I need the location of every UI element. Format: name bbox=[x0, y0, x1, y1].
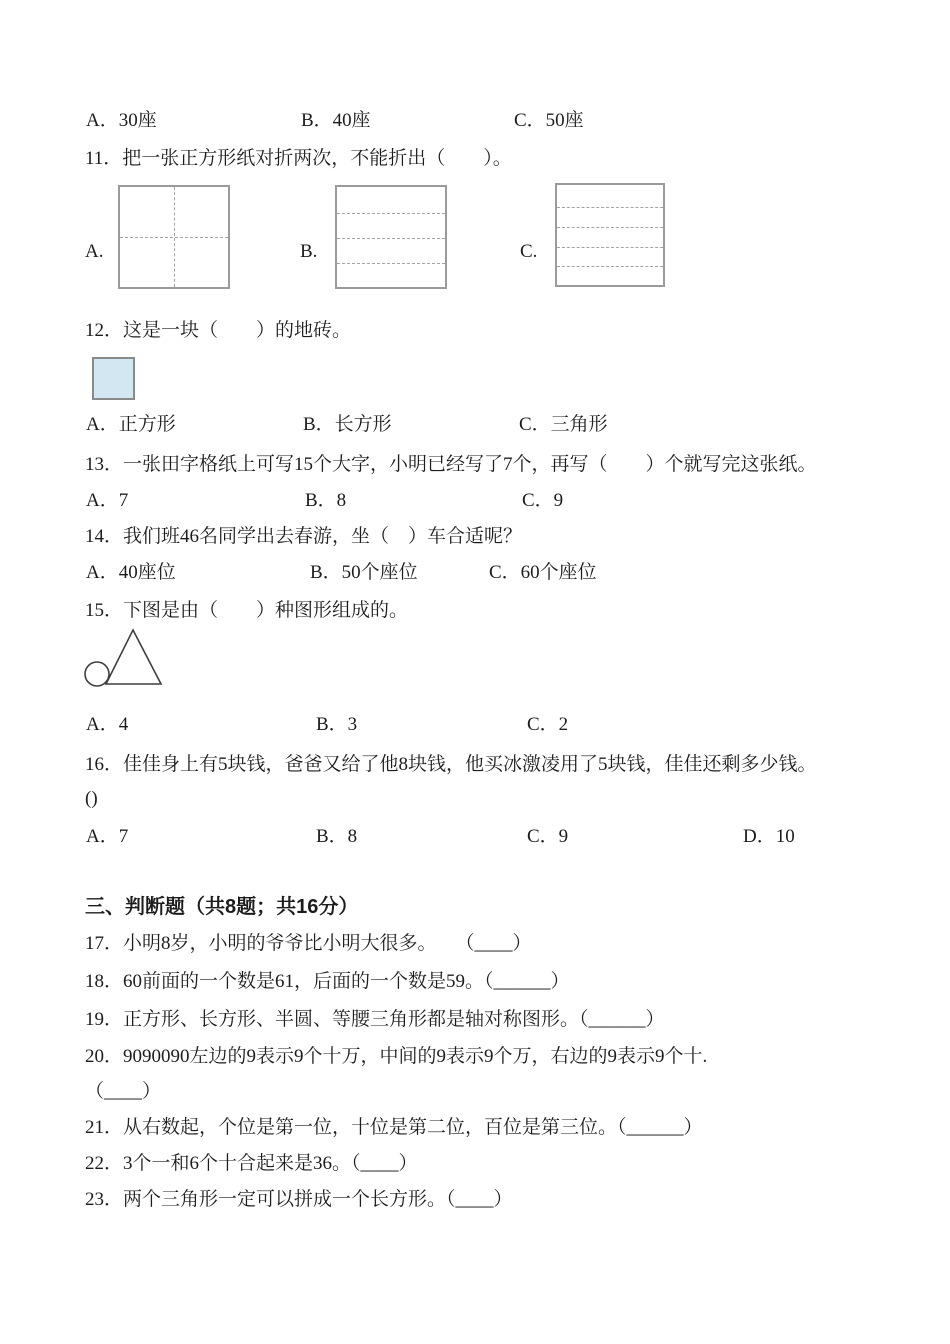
q11-figure-b-square-3-folds bbox=[335, 185, 447, 289]
q16-option-d: D．10 bbox=[743, 826, 795, 847]
q16-option-b: B．8 bbox=[316, 826, 358, 847]
fold-line-horizontal bbox=[557, 266, 663, 267]
q12-option-b: B．长方形 bbox=[303, 414, 392, 435]
q13-option-b: B．8 bbox=[305, 490, 347, 511]
fold-line-horizontal bbox=[337, 263, 445, 264]
question-17-text: 17．小明8岁，小明的爷爷比小明大很多。 （____） bbox=[85, 933, 532, 954]
q14-option-b: B．50个座位 bbox=[310, 562, 418, 583]
q11-figure-a-square-cross-fold bbox=[118, 185, 230, 289]
q11-figure-a-label: A. bbox=[85, 241, 104, 262]
triangle-shape bbox=[106, 630, 161, 684]
q11-figure-b-label: B. bbox=[300, 241, 318, 262]
question-20-text: 20．9090090左边的9表示9个十万，中间的9表示9个万，右边的9表示9个十. bbox=[85, 1046, 708, 1067]
fold-line-horizontal bbox=[337, 238, 445, 239]
fold-line-horizontal bbox=[120, 237, 228, 238]
q16-option-c: C．9 bbox=[527, 826, 569, 847]
question-11-text: 11．把一张正方形纸对折两次，不能折出（ ）。 bbox=[85, 148, 512, 169]
q10-options-row bbox=[0, 108, 950, 134]
question-15-text: 15．下图是由（ ）种图形组成的。 bbox=[85, 600, 409, 621]
question-12-text: 12．这是一块（ ）的地砖。 bbox=[85, 320, 352, 341]
question-18-text: 18．60前面的一个数是61，后面的一个数是59。（______） bbox=[85, 971, 570, 992]
q13-option-a: A．7 bbox=[86, 490, 129, 511]
q12-option-a: A．正方形 bbox=[86, 414, 176, 435]
q13-option-c: C．9 bbox=[522, 490, 564, 511]
q12-options-row bbox=[0, 412, 950, 438]
fold-line-horizontal bbox=[557, 227, 663, 228]
q15-option-b: B．3 bbox=[316, 714, 358, 735]
q13-options-row bbox=[0, 488, 950, 514]
section-3-title: 三、判断题（共8题；共16分） bbox=[85, 896, 359, 918]
q15-option-c: C．2 bbox=[527, 714, 569, 735]
question-23-text: 23．两个三角形一定可以拼成一个长方形。（____） bbox=[85, 1189, 513, 1210]
q10-option-a: A．30座 bbox=[86, 110, 157, 131]
question-14-text: 14．我们班46名同学出去春游，坐（ ）车合适呢？ bbox=[85, 526, 523, 547]
question-16-text: 16．佳佳身上有5块钱，爸爸又给了他8块钱，他买冰激凌用了5块钱，佳佳还剩多少钱。 bbox=[85, 754, 817, 775]
blue-tile-figure bbox=[92, 357, 135, 400]
q15-options-row bbox=[0, 712, 950, 738]
q10-option-b: B．40座 bbox=[301, 110, 371, 131]
question-19-text: 19．正方形、长方形、半圆、等腰三角形都是轴对称图形。（______） bbox=[85, 1009, 665, 1030]
q11-figure-c-square-4-folds bbox=[555, 183, 665, 287]
question-20-paren: （____） bbox=[85, 1081, 162, 1102]
fold-line-horizontal bbox=[557, 207, 663, 208]
question-16-paren: () bbox=[85, 788, 98, 809]
fold-line-horizontal bbox=[337, 213, 445, 214]
q11-figure-c-label: C. bbox=[520, 241, 538, 262]
q14-option-a: A．40座位 bbox=[86, 562, 176, 583]
q14-options-row bbox=[0, 560, 950, 586]
q15-option-a: A．4 bbox=[86, 714, 129, 735]
circle-triangle-figure bbox=[82, 624, 166, 690]
question-22-text: 22．3个一和6个十合起来是36。（____） bbox=[85, 1153, 418, 1174]
q12-option-c: C．三角形 bbox=[519, 414, 608, 435]
q14-option-c: C．60个座位 bbox=[489, 562, 597, 583]
question-13-text: 13．一张田字格纸上可写15个大字，小明已经写了7个，再写（ ）个就写完这张纸。 bbox=[85, 454, 817, 475]
q16-option-a: A．7 bbox=[86, 826, 129, 847]
q16-options-row bbox=[0, 824, 950, 850]
question-21-text: 21．从右数起，个位是第一位，十位是第二位，百位是第三位。（______） bbox=[85, 1117, 703, 1138]
circle-shape bbox=[85, 662, 109, 686]
fold-line-horizontal bbox=[557, 247, 663, 248]
q10-option-c: C．50座 bbox=[514, 110, 584, 131]
